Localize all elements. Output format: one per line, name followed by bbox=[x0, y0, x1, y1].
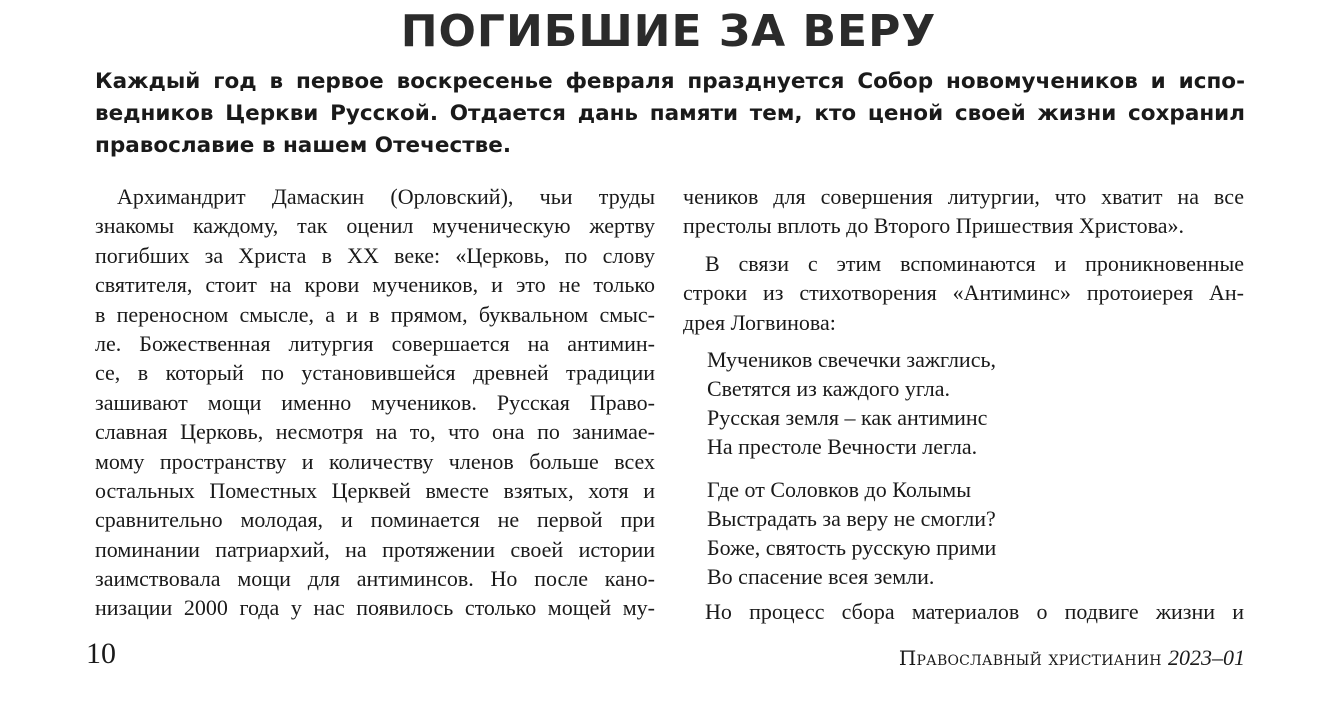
text-line: мому пространству и количеству членов больше всех bbox=[95, 448, 655, 474]
poem-line: Выстрадать за веру не смогли? bbox=[707, 505, 996, 531]
text-line: строки из стихотворения «Антиминс» протоиерея Ан- bbox=[683, 280, 1244, 306]
publication-name: Православный христианин bbox=[898, 646, 1162, 670]
text-line: Но процесс сбора материалов о подвиге жизни и bbox=[705, 598, 1244, 624]
text-line: престолы вплоть до Второго Пришествия Христова». bbox=[683, 213, 1184, 239]
text-line: славная Церковь, несмотря на то, что она по занимае- bbox=[95, 419, 655, 445]
article-lead bbox=[95, 66, 1245, 162]
text-line: остальных Поместных Церквей вместе взятых, хотя и bbox=[95, 477, 655, 503]
text-line: дрея Логвинова: bbox=[683, 309, 836, 335]
text-line: зашивают мощи именно мучеников. Русская Право- bbox=[95, 389, 655, 415]
poem-stanza-2 bbox=[683, 475, 1244, 591]
left-column bbox=[95, 182, 655, 623]
poem-line: Русская земля – как антиминс bbox=[707, 404, 988, 430]
poem-stanza-1 bbox=[683, 345, 1244, 461]
lead-line: православие в нашем Отечестве. bbox=[95, 133, 512, 158]
poem-line: Во спасение всея земли. bbox=[707, 563, 935, 589]
issue-number: 2023–01 bbox=[1168, 645, 1245, 670]
text-line: погибших за Христа в XX веке: «Церковь, по слову bbox=[95, 242, 655, 268]
publication-footer bbox=[899, 645, 1245, 671]
lead-line: Каждый год в первое воскресенье февраля празднуется Собор новомучеников и испо- bbox=[95, 69, 1245, 94]
text-line: святителя, стоит на крови мучеников, и это не только bbox=[95, 272, 655, 298]
page-number: 10 bbox=[86, 637, 116, 670]
text-line: В связи с этим вспоминаются и проникновенные bbox=[705, 250, 1244, 276]
article-title: ПОГИБШИЕ ЗА ВЕРУ bbox=[400, 6, 937, 57]
poem-line: Где от Соловков до Колымы bbox=[707, 476, 971, 502]
text-line: се, в который по установившейся древней традиции bbox=[95, 360, 655, 386]
text-line: низации 2000 года у нас появилось столько мощей му- bbox=[95, 595, 655, 621]
text-line: Архимандрит Дамаскин (Орловский), чьи труды bbox=[117, 184, 655, 209]
poem-line: Боже, святость русскую прими bbox=[707, 534, 997, 560]
poem-line: Мучеников свечечки зажглись, bbox=[707, 346, 997, 372]
right-column bbox=[683, 182, 1244, 626]
text-line: поминании патриархий, на протяжении своей истории bbox=[95, 536, 655, 562]
text-line: в переносном смысле, а и в прямом, буквальном смыс- bbox=[95, 301, 655, 327]
text-line: знакомы каждому, так оценил мученическую жертву bbox=[95, 213, 655, 239]
poem-line: Светятся из каждого угла. bbox=[707, 375, 951, 401]
text-line: ле. Божественная литургия совершается на антимин- bbox=[95, 330, 655, 356]
lead-line: ведников Церкви Русской. Отдается дань памяти тем, кто ценой своей жизни сохранил bbox=[95, 101, 1245, 126]
poem-line: На престоле Вечности легла. bbox=[707, 433, 978, 459]
text-line: чеников для совершения литургии, что хватит на все bbox=[683, 184, 1244, 209]
text-line: сравнительно молодая, и поминается не первой при bbox=[95, 507, 655, 533]
text-line: заимствовала мощи для антиминсов. Но после кано- bbox=[95, 566, 655, 592]
